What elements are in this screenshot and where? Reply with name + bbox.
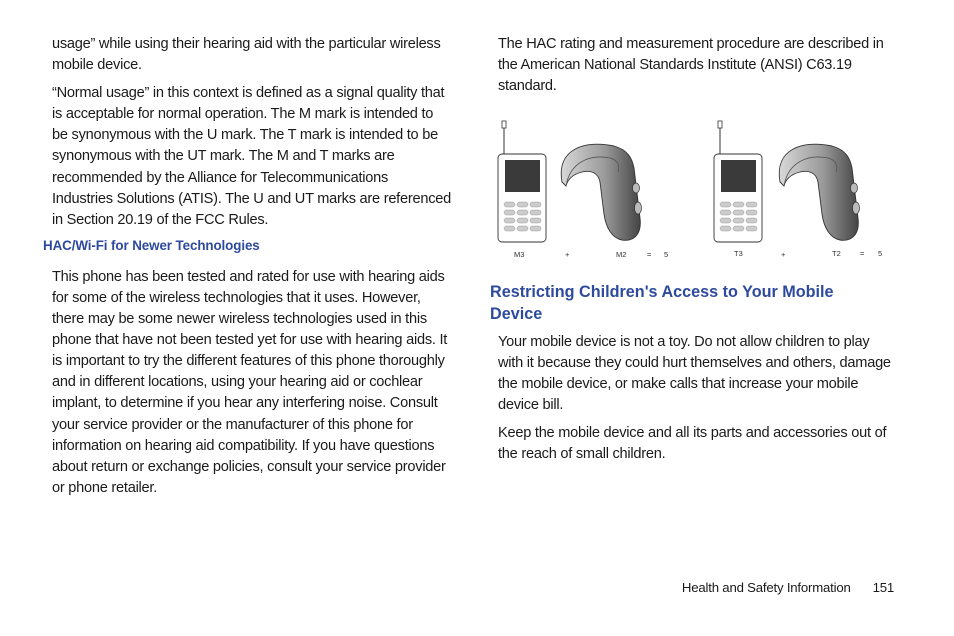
- label-plus-right: +: [781, 250, 786, 259]
- label-result-left: 5: [664, 250, 669, 259]
- hac-figure-svg: [494, 118, 894, 268]
- left-column: [43, 34, 452, 506]
- label-plus-left: +: [565, 250, 570, 259]
- label-m3: M3: [514, 250, 525, 259]
- right-column-bottom: [498, 332, 898, 473]
- hac-wifi-subheading: HAC/Wi-Fi for Newer Technologies: [43, 237, 260, 253]
- right-paragraph-3: Keep the mobile device and all its parts and accessories out of the reach of small children.: [498, 425, 887, 463]
- footer-section-name: Health and Safety Information: [681, 580, 851, 595]
- label-equals-left: =: [647, 250, 652, 259]
- page-footer: [682, 580, 894, 595]
- left-paragraph-2: “Normal usage” in this context is defined as a signal quality that is acceptable for normal operation. The M mark is intended to be synonymous with the U mark. The T mark is intended to be synonymous with the UT mark. The M and T marks are recommended by the Alliance for Telecommunications Industries Solutions (ATIS). The U and UT marks are referenced in Section 20.19 of the FCC Rules.: [52, 85, 451, 228]
- label-m2: M2: [616, 250, 627, 259]
- left-paragraph-3: This phone has been tested and rated for use with hearing aids for some of the wireless technologies that it uses. However, there may be some newer wireless technologies used in this phone that have not been tested yet for use with hearing aids. It is important to try the different features of this phone thoroughly and in different locations, using your hearing aid or cochlear implant, to determine if you hear any interfering noise. Consult your service provider or the manufacturer of this phone for information on hearing aid compatibility. If you have questions about return or exchange policies, consult your service provider or phone retailer.: [52, 268, 448, 496]
- phone-icon-m3: [498, 121, 546, 242]
- right-column-top: [498, 34, 898, 104]
- hearing-aid-icon-m2: [561, 144, 641, 240]
- label-t2: T2: [832, 249, 841, 258]
- phone-icon-t3: [714, 121, 762, 242]
- right-paragraph-2: Your mobile device is not a toy. Do not allow children to play with it because they could hurt themselves and others, damage the mobile device, or make calls that increase your mobile device bill.: [498, 334, 891, 414]
- hac-rating-figure: [494, 118, 894, 268]
- right-paragraph-1: The HAC rating and measurement procedure are described in the American National Standards Institute (ANSI) C63.19 standard.: [498, 36, 884, 95]
- label-equals-right: =: [860, 249, 865, 258]
- left-paragraph-1: usage” while using their hearing aid with the particular wireless mobile device.: [52, 36, 441, 74]
- label-t3: T3: [734, 249, 743, 258]
- hearing-aid-icon-t2: [779, 144, 859, 240]
- label-result-right: 5: [878, 249, 883, 258]
- page-number: 151: [872, 580, 894, 595]
- section-title-restricting-children: Restricting Children's Access to Your Mobile Device: [490, 283, 834, 323]
